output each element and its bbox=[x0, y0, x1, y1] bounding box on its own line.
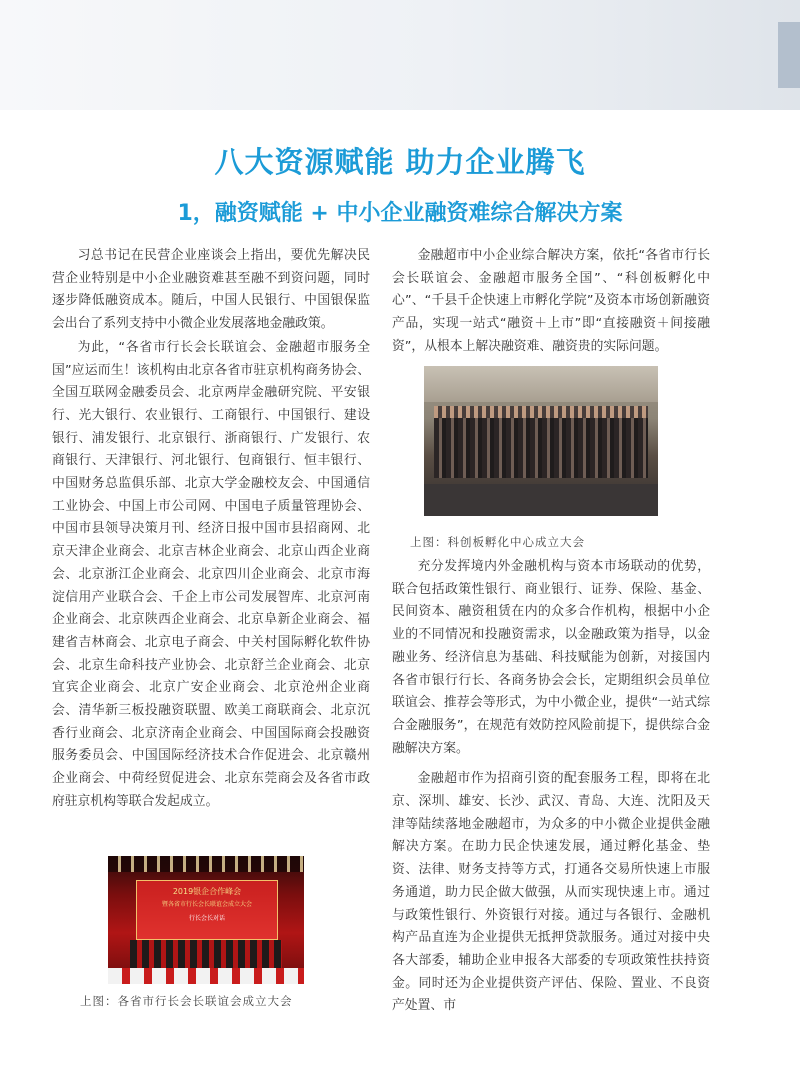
paragraph: 充分发挥境内外金融机构与资本市场联动的优势，联合包括政策性银行、商业银行、证券、保险、基金、民间资本、融资租赁在内的众多合作机构，根据中小企业的不同情况和投融资需求，以金融政策为指导，以金融业务、经济信息为基础、科技赋能为创新，对接国内各省市银行行长、各商务协会会长，定期组织会员单位联谊会、推荐会等形式，为中小微企业，提供“一站式综合金融服务”，在规范有效防控风险前提下，提供综合金融解决方案。 bbox=[392, 559, 710, 756]
paragraph: 习总书记在民营企业座谈会上指出，要优先解决民营企业特别是中小企业融资难甚至融不到资问题，同时逐步降低融资成本。随后，中国人民银行、中国银保监会出台了系列支持中小微企业发展落地金融政策。 bbox=[52, 248, 370, 332]
paragraph: 为此，“各省市行长会长联谊会、金融超市服务全国”应运而生！该机构由北京各省市驻京机构商务协会、全国互联网金融委员会、北京两岸金融研究院、平安银行、光大银行、农业银行、工商银行、中国银行、建设银行、浦发银行、北京银行、浙商银行、广发银行、农商银行、天津银行、河北银行、包商银行、恒丰银行、中国财务总监俱乐部、北京大学金融校友会、中国通信工业协会、中国上市公司网、中国电子质量管理协会、中国市县领导决策月刊、经济日报中国市县招商网、北京天津企业商会、北京吉林企业商会、北京山西企业商会、北京浙江企业商会、北京四川企业商会、北京市海淀信用产业联合会、千企上市公司发展智库、北京河南企业商会、北京陕西企业商会、北京阜新企业商会、福建省吉林商会、北京电子商会、中关村国际孵化软件协会、北京生命科技产业协会、北京舒兰企业商会、北京宜宾企业商会、北京广安企业商会、北京沧州企业商会、清华新三板投融资联盟、欧美工商联商会、北京沉香行业商会、北京济南企业商会、中国国际商会投融资服务委员会、中国国际经济技术合作促进会、北京赣州企业商会、中荷经贸促进会、北京东莞商会及各省市政府驻京机构等联合发起成立。 bbox=[52, 339, 370, 809]
stage-people bbox=[130, 940, 282, 968]
paragraph: 金融超市中小企业综合解决方案，依托“各省市行长会长联谊会、金融超市服务全国”、“科创板孵化中心”、“千县千企快速上市孵化学院”及资本市场创新融资产品，实现一站式“融资＋上市”即“直接融资＋间接融资”，从根本上解决融资难、融资贵的实际问题。 bbox=[392, 248, 710, 354]
left-column bbox=[52, 245, 370, 814]
paragraph: 金融超市作为招商引资的配套服务工程，即将在北京、深圳、雄安、长沙、武汉、青岛、大连、沈阳及天津等陆续落地金融超市，为众多的中小微企业提供金融解决方案。在助力民企快速发展，通过孵化基金、垫资、法律、财务支持等方式，打通各交易所快速上市服务通道，助力民企做大做强，从而实现快速上市。通过与政策性银行、外资银行对接。通过与各银行、金融机构产品直连为企业提供无抵押贷款服务。通过对接中央各大部委，辅助企业申报各大部委的专项政策性扶持资金。同时还为企业提供资产评估、保险、置业、不良资产处置、市 bbox=[392, 771, 710, 1014]
section-subtitle: 1，融资赋能 + 中小企业融资难综合解决方案 bbox=[177, 201, 623, 226]
page-title: 八大资源赋能 助力企业腾飞 bbox=[214, 145, 586, 179]
group-photo-caption: 上图：科创板孵化中心成立大会 bbox=[410, 535, 585, 549]
stage-flowers bbox=[108, 968, 304, 984]
header-band bbox=[0, 0, 800, 110]
right-column-top bbox=[392, 245, 710, 359]
stage-screen-line1: 2019银企合作峰会 bbox=[172, 887, 242, 896]
stage-screen-line2: 暨各省市行长会长联谊会成立大会 bbox=[161, 901, 252, 908]
stage-lights bbox=[108, 856, 304, 872]
stage-screen-line3: 行长会长对话 bbox=[188, 915, 225, 922]
stage-photo-caption: 上图：各省市行长会长联谊会成立大会 bbox=[80, 994, 293, 1008]
photo-crowd bbox=[434, 418, 648, 478]
stage-photo bbox=[108, 856, 304, 984]
photo-floor bbox=[424, 484, 658, 516]
group-photo bbox=[424, 366, 658, 516]
corner-accent bbox=[778, 22, 800, 88]
stage-screen bbox=[136, 880, 278, 940]
photo-banner bbox=[424, 366, 658, 402]
right-column-bottom bbox=[392, 556, 710, 1018]
